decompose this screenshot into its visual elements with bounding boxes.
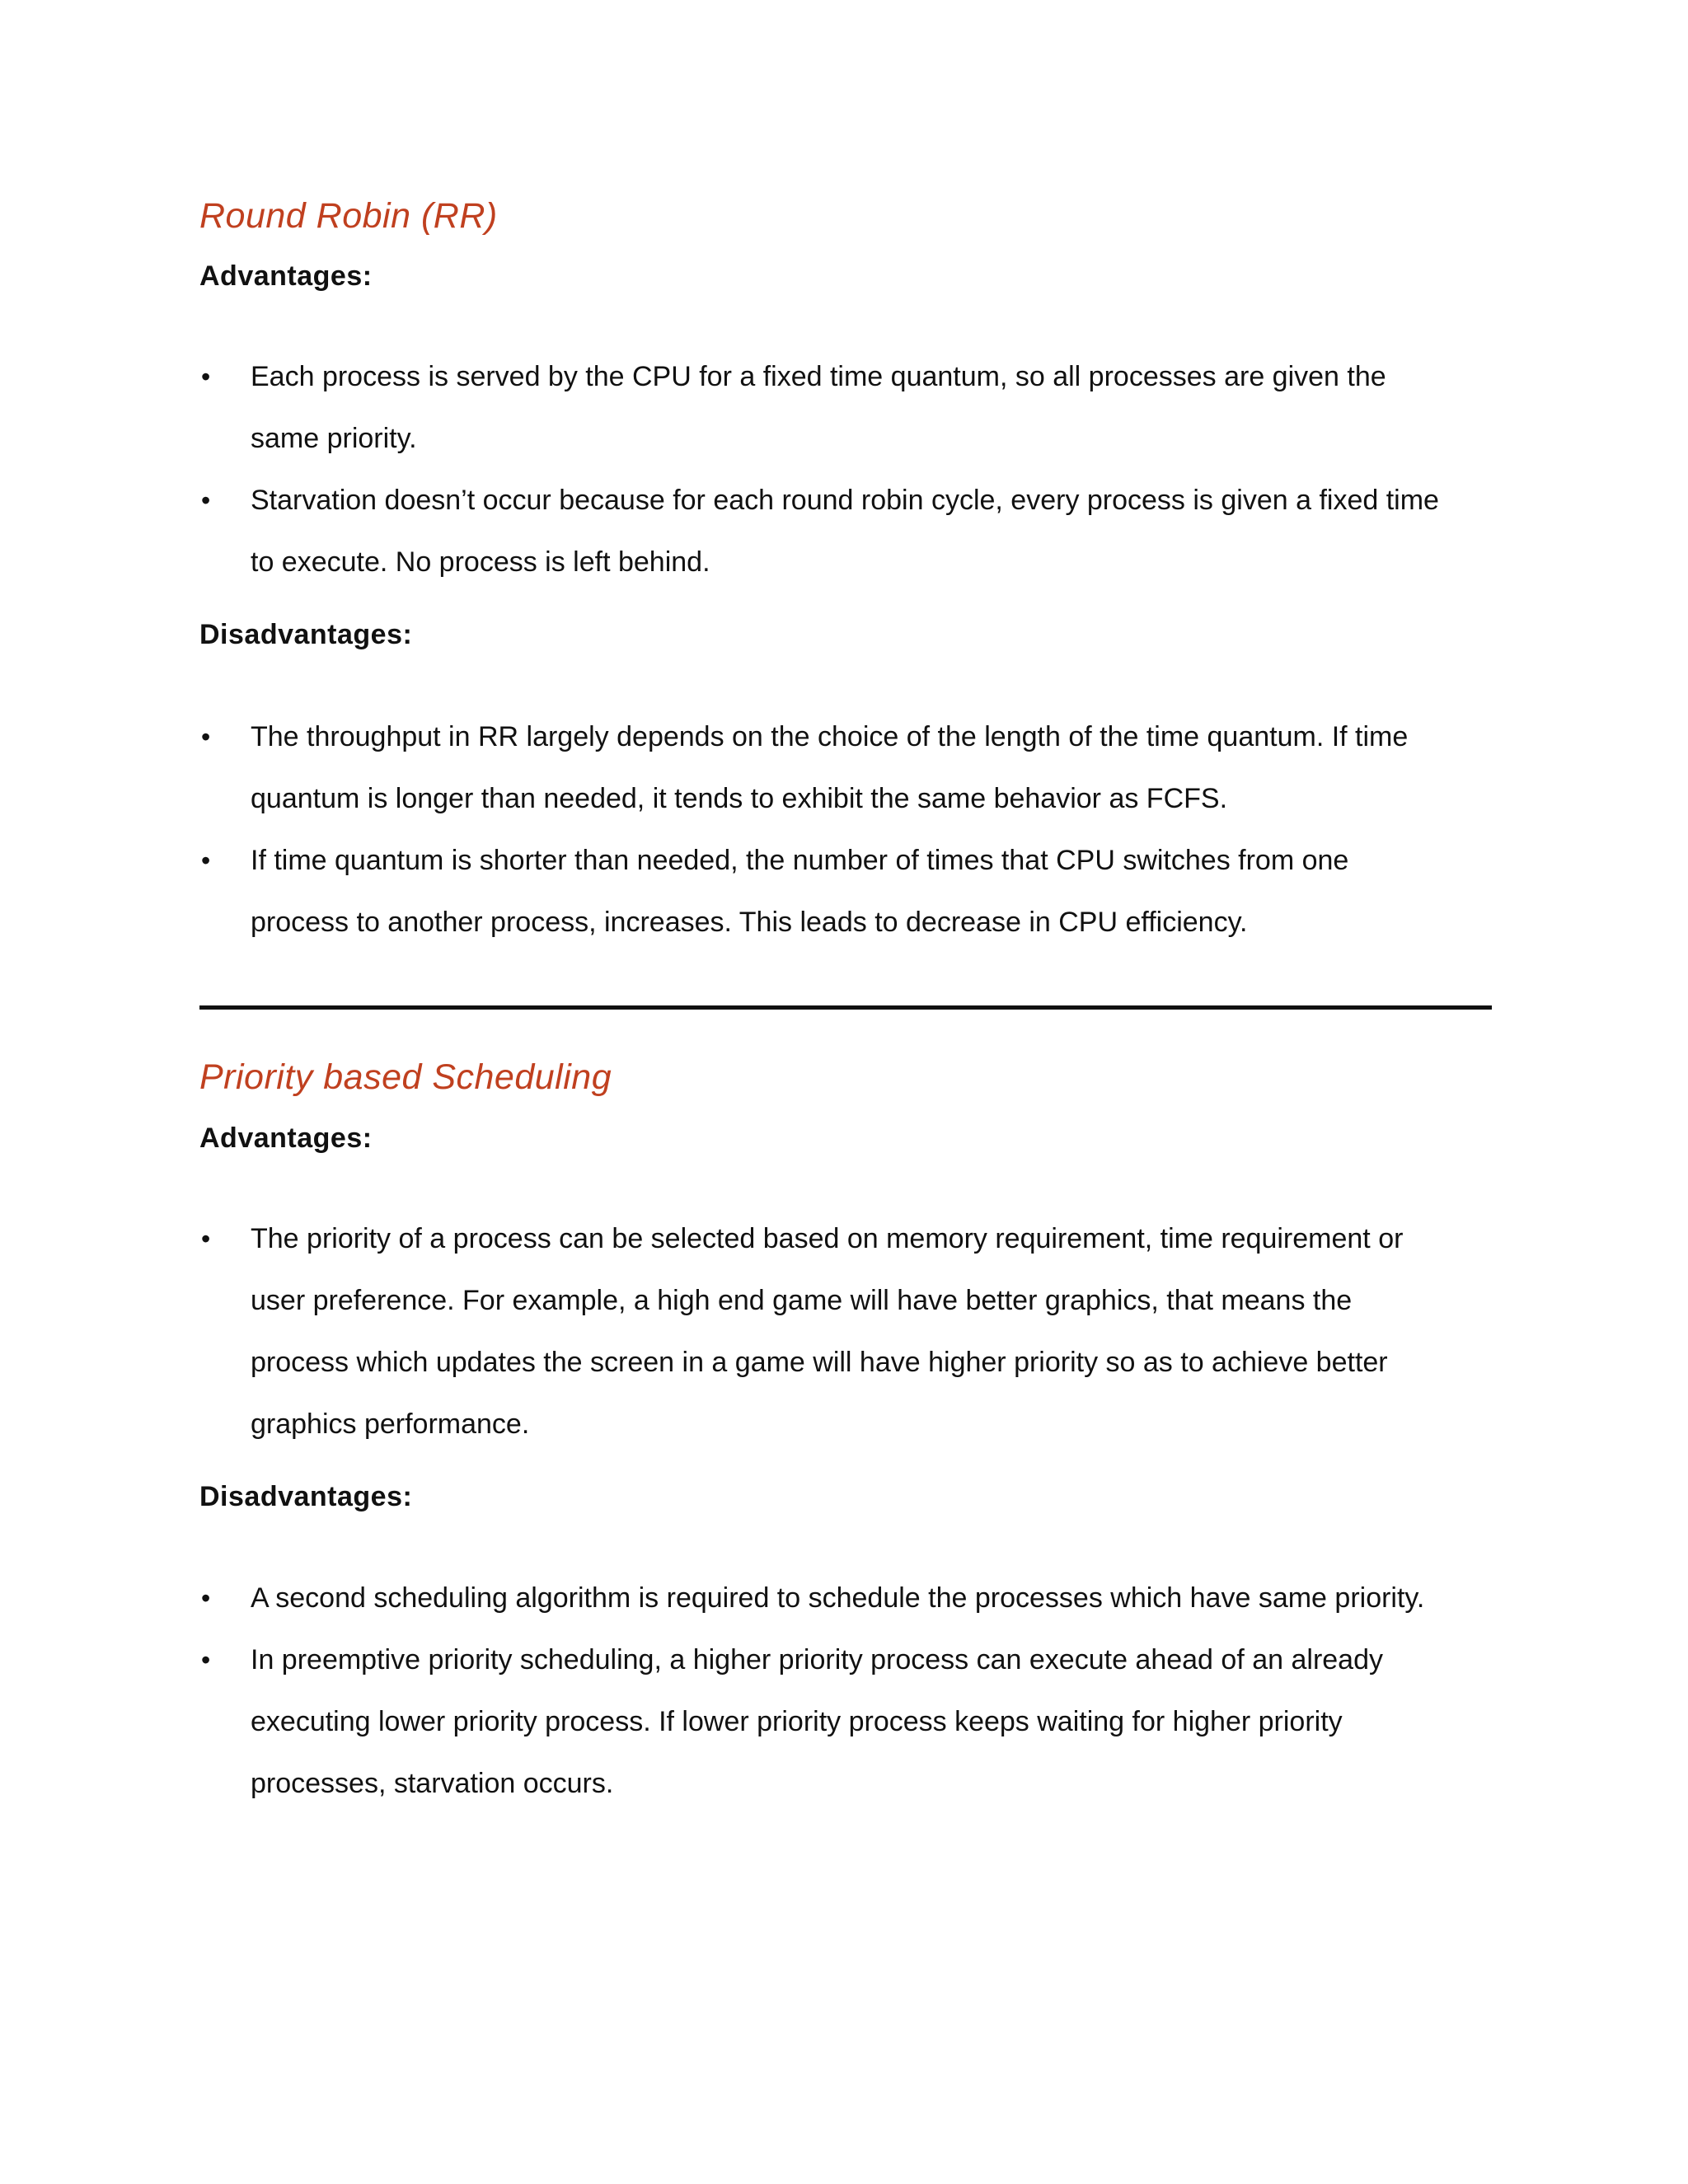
section-title-round-robin: Round Robin (RR) (199, 196, 498, 236)
bullet-icon: • (201, 1224, 211, 1254)
advantages-list (199, 346, 1492, 593)
bullet-icon: • (201, 722, 211, 752)
section-title-priority-scheduling: Priority based Scheduling (199, 1057, 612, 1097)
disadvantages-list (199, 706, 1492, 954)
advantages-heading: Advantages: (199, 1122, 373, 1154)
disadvantages-heading: Disadvantages: (199, 1481, 413, 1512)
bullet-icon: • (201, 1583, 211, 1613)
advantages-heading: Advantages: (199, 260, 373, 292)
list-item: • The throughput in RR largely depends on the choice of the length of the time quantum. If time quantum is longer than needed, it tends to exhibit the same behavior as FCFS. (199, 706, 1492, 830)
bullet-icon: • (201, 362, 211, 391)
list-item: • A second scheduling algorithm is required to schedule the processes which have same priority. (199, 1568, 1492, 1629)
list-item: • The priority of a process can be selected based on memory requirement, time requirement or user preference. For example, a high end game will have better graphics, that means the process which updates the screen in a game will have higher priority so as to achieve better graphics performance. (199, 1208, 1492, 1455)
disadvantages-list (199, 1568, 1492, 1815)
bullet-icon: • (201, 846, 211, 875)
list-item: • Each process is served by the CPU for a fixed time quantum, so all processes are given the same priority. (199, 346, 1492, 470)
section-divider (199, 1005, 1492, 1010)
advantages-list (199, 1208, 1492, 1455)
list-item: • In preemptive priority scheduling, a higher priority process can execute ahead of an already executing lower priority process. If lower priority process keeps waiting for higher priority processes, starvation occurs. (199, 1629, 1492, 1815)
bullet-icon: • (201, 485, 211, 515)
bullet-icon: • (201, 1645, 211, 1675)
list-item: • Starvation doesn’t occur because for each round robin cycle, every process is given a fixed time to execute. No process is left behind. (199, 470, 1492, 593)
disadvantages-heading: Disadvantages: (199, 619, 413, 650)
list-item: • If time quantum is shorter than needed, the number of times that CPU switches from one process to another process, increases. This leads to decrease in CPU efficiency. (199, 830, 1492, 954)
